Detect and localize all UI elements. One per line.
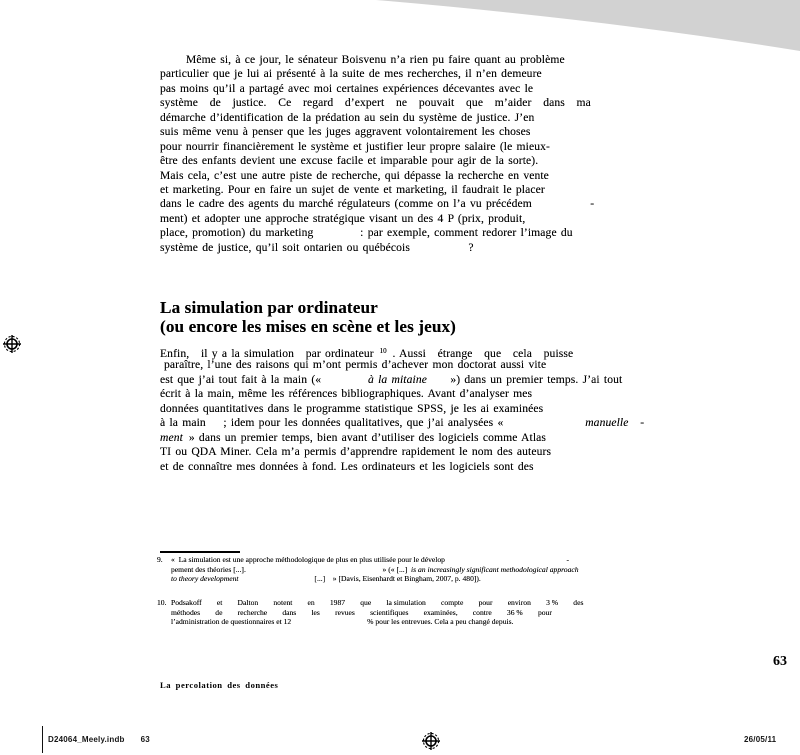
italic-phrase: ment: [160, 430, 183, 444]
text-line: place, promotion) du marketing : par exemple, comment redorer l’image du: [160, 226, 573, 240]
text-line: dans le cadre des agents du marché régulateurs (comme on l’a vu précédem -: [160, 197, 595, 211]
footnote-separator-rule: [160, 551, 240, 553]
slug-page: 63: [140, 735, 150, 744]
footnote-line: [157, 555, 627, 565]
text-line: [160, 373, 644, 387]
text-line: pour nourrir financièrement le système et justifier leur propre salaire (le mieux-: [160, 139, 550, 153]
footnote-number: 10.: [157, 598, 167, 607]
text-segment: pement des théories [...]. » (« [...]: [171, 564, 412, 574]
text-segment: Podsakoff et Dalton notent en 1987 que la simulation compte pour environ 3 % des: [171, 598, 584, 607]
paragraph-justice-system: [160, 53, 644, 255]
text-line: suis même venu à penser que les juges aggravent volontairement les choses: [160, 125, 531, 139]
footnote-number: 9.: [157, 555, 163, 564]
slug-date: 26/05/11: [744, 735, 777, 744]
section-heading: [160, 299, 456, 336]
italic-phrase: manuelle: [585, 416, 629, 430]
text-line: système de justice, qu’il soit ontarien ou québécois ?: [160, 240, 474, 254]
section-heading-line2: (ou encore les mises en scène et les jeux): [160, 316, 456, 336]
italic-phrase: is an increasingly significant methodological approach: [411, 564, 579, 574]
text-line: [160, 416, 644, 430]
footnote-line: [157, 574, 627, 584]
registration-mark-icon: [422, 732, 440, 750]
footnote-line: l’administration de questionnaires et 12 % pour les entrevues. Cela a peu changé depuis.: [171, 617, 514, 627]
text-segment: ») dans un premier temps. J’ai tout: [426, 372, 623, 386]
crop-mark: [42, 726, 43, 753]
text-line: [160, 431, 644, 445]
section-heading-line1: La simulation par ordinateur: [160, 298, 378, 317]
text-line: [160, 344, 644, 358]
text-line: particulier que je lui ai présenté à la suite de mes recherches, il n’en demeure: [160, 67, 542, 81]
text-line: et marketing. Pour en faire un sujet de vente et marketing, il faudrait le placer: [160, 182, 545, 196]
text-segment: est que j’ai tout fait à la main («: [160, 372, 368, 386]
italic-phrase: to theory development: [171, 574, 239, 584]
text-segment: à la main ; idem pour les données qualitatives, que j’ai analysées «: [160, 416, 586, 430]
text-line: Mais cela, c’est une autre piste de recherche, qui dépasse la recherche en vente: [160, 168, 549, 182]
text-segment: [...] » [Davis, Eisenhardt et Bingham, 2007, p. 480]).: [238, 574, 481, 584]
footnote-line: [157, 598, 627, 608]
italic-phrase: à la mitaine: [367, 372, 427, 386]
text-segment: Enfin, il y a la simulation par ordinateur: [160, 347, 380, 360]
text-segment: « La simulation est une approche méthodologique de plus en plus utilisée pour le dévelop -: [171, 555, 569, 564]
text-line: démarche d’identification de la prédation au sein du système de justice. J’en: [160, 110, 535, 124]
text-line: TI ou QDA Miner. Cela m’a permis d’apprendre rapidement le nom des auteurs: [160, 445, 552, 459]
text-line: et de connaître mes données à fond. Les ordinateurs et les logiciels sont des: [160, 459, 534, 473]
footnote-line: [157, 565, 627, 575]
text-line: ment) et adopter une approche stratégique visant un des 4 P (prix, produit,: [160, 211, 526, 225]
paragraph-simulation: [160, 344, 644, 474]
slug-line: [48, 735, 150, 744]
page-number: 63: [773, 654, 787, 669]
text-line: système de justice. Ce regard d’expert ne pouvait que m’aider dans ma: [160, 96, 591, 110]
page-curl-graphic: [0, 0, 800, 56]
registration-mark-icon: [3, 335, 21, 353]
text-segment: » dans un premier temps, bien avant d’utiliser des logiciels comme Atlas: [182, 430, 547, 444]
footnote-line: méthodes de recherche dans les revues scientifiques examinées, contre 36 % pour: [171, 607, 552, 617]
footnote-10: [157, 598, 627, 627]
running-footer-title: La percolation des données: [160, 680, 279, 690]
text-line: écrit à la main, même les références bibliographiques. Avant d’analyser mes: [160, 387, 533, 401]
text-segment: . Aussi étrange que cela puisse: [386, 347, 574, 360]
text-line: être des enfants devient une excuse facile et imparable pour agir de la sorte).: [160, 154, 539, 168]
footnote-9: [157, 555, 627, 584]
text-line: pas moins qu’il a partagé avec moi certaines expériences décevantes avec le: [160, 81, 534, 95]
text-line: données quantitatives dans le programme statistique SPSS, je les ai examinées: [160, 401, 544, 415]
text-line: paraître, l’une des raisons qui m’ont permis d’achever mon doctorat aussi vite: [164, 358, 547, 372]
footnote-reference: 10: [379, 347, 387, 355]
text-line: Même si, à ce jour, le sénateur Boisvenu n’a rien pu faire quant au problème: [186, 53, 565, 66]
text-segment: -: [628, 416, 645, 430]
slug-filename: D24064_Meely.indb: [48, 735, 125, 744]
